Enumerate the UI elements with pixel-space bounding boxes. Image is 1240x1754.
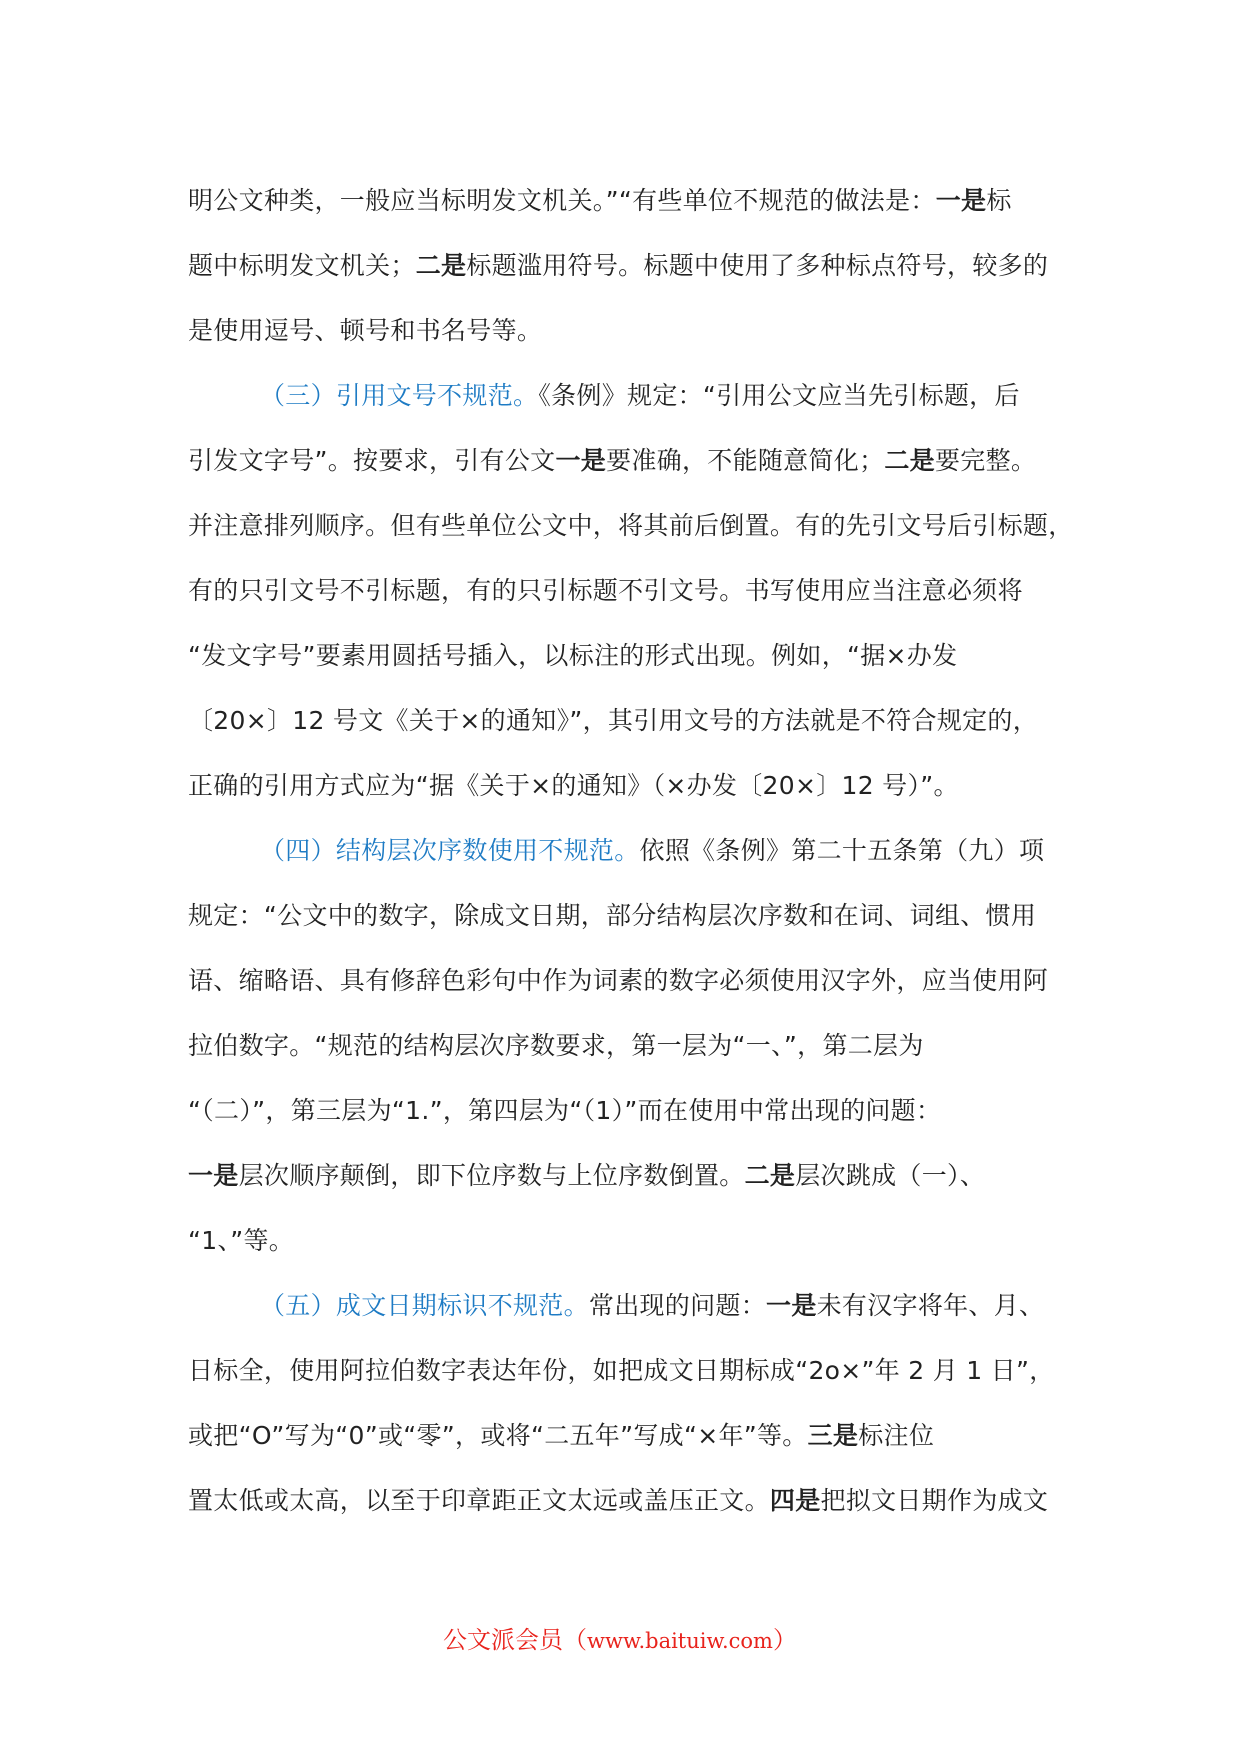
text-run: 并注意排列顺序。但有些单位公文中，将其前后倒置。有的先引文号后引标题， xyxy=(188,511,1074,540)
bold-run: 二是 xyxy=(884,446,935,475)
bold-run: 二是 xyxy=(415,251,467,280)
text-line xyxy=(188,753,1080,818)
text-line xyxy=(188,298,1080,363)
text-line xyxy=(188,558,1080,623)
text-run: 标 xyxy=(986,186,1012,215)
bold-run: 一是 xyxy=(188,1161,239,1190)
text-line xyxy=(188,1338,1080,1403)
text-run: 层次跳成（一）、 xyxy=(795,1161,986,1190)
bold-run: 一是 xyxy=(555,446,607,475)
text-run: 要准确，不能随意简化； xyxy=(606,446,885,475)
text-run: 〔20×〕12 号文《关于×的通知》”，其引用文号的方法就是不符合规定的， xyxy=(188,706,1039,735)
text-run: 标注位 xyxy=(858,1421,935,1450)
text-run: 引发文字号”。按要求，引有公文 xyxy=(188,446,556,475)
text-line xyxy=(188,1208,1080,1273)
text-run: “（二）”，第三层为“1.”，第四层为“（1）”而在使用中常出现的问题： xyxy=(188,1096,942,1125)
text-line xyxy=(188,428,1080,493)
section-heading: （三）引用文号不规范。 xyxy=(260,381,539,410)
text-run: 依照《条例》第二十五条第（九）项 xyxy=(639,836,1045,865)
text-run: 未有汉字将年、月、 xyxy=(816,1291,1045,1320)
bold-run: 四是 xyxy=(769,1486,821,1515)
text-line xyxy=(188,1078,1080,1143)
text-line xyxy=(188,623,1080,688)
text-run: 《条例》规定：“引用公文应当先引标题，后 xyxy=(538,381,1020,410)
text-line xyxy=(188,168,1080,233)
text-line xyxy=(188,948,1080,1013)
text-line xyxy=(188,1013,1080,1078)
text-run: “发文字号”要素用圆括号插入，以标注的形式出现。例如，“据×办发 xyxy=(188,641,958,670)
bold-run: 三是 xyxy=(807,1421,859,1450)
text-run: 要完整。 xyxy=(934,446,1037,475)
text-run: 或把“O”写为“0”或“零”，或将“二五年”写成“×年”等。 xyxy=(188,1421,808,1450)
text-run: 拉伯数字。“规范的结构层次序数要求，第一层为“一、”，第二层为 xyxy=(188,1031,924,1060)
text-line xyxy=(188,1143,1080,1208)
text-run: 题中标明发文机关； xyxy=(188,251,416,280)
text-run: 日标全，使用阿拉伯数字表达年份，如把成文日期标成“2o×”年 2 月 1 日”， xyxy=(188,1356,1055,1385)
footer-label-end: ） xyxy=(772,1626,797,1654)
section-heading: （四）结构层次序数使用不规范。 xyxy=(260,836,640,865)
footer-label: 公文派会员（ xyxy=(443,1626,588,1654)
page-footer xyxy=(0,1620,1240,1661)
section-heading-line xyxy=(188,818,1080,883)
bold-run: 一是 xyxy=(935,186,987,215)
footer-link[interactable]: www.baituiw.com xyxy=(587,1629,773,1653)
text-line xyxy=(188,1468,1080,1533)
text-line xyxy=(188,493,1080,558)
section-heading: （五）成文日期标识不规范。 xyxy=(260,1291,589,1320)
text-run: 标题滥用符号。标题中使用了多种标点符号，较多的 xyxy=(466,251,1049,280)
text-line xyxy=(188,883,1080,948)
text-run: 规定：“公文中的数字，除成文日期，部分结构层次序数和在词、词组、惯用 xyxy=(188,901,1037,930)
text-line xyxy=(188,1403,1080,1468)
document-body xyxy=(188,168,1080,1533)
text-run: 是使用逗号、顿号和书名号等。 xyxy=(188,316,543,345)
text-run: 明公文种类，一般应当标明发文机关。”“有些单位不规范的做法是： xyxy=(188,186,936,215)
text-line xyxy=(188,233,1080,298)
section-heading-line xyxy=(188,363,1080,428)
text-run: 有的只引文号不引标题，有的只引标题不引文号。书写使用应当注意必须将 xyxy=(188,576,1023,605)
text-run: 常出现的问题： xyxy=(588,1291,767,1320)
bold-run: 一是 xyxy=(766,1291,817,1320)
text-run: 把拟文日期作为成文 xyxy=(820,1486,1049,1515)
text-run: 层次顺序颠倒，即下位序数与上位序数倒置。 xyxy=(238,1161,745,1190)
bold-run: 二是 xyxy=(744,1161,796,1190)
text-run: 正确的引用方式应为“据《关于×的通知》（×办发〔20×〕12 号）”。 xyxy=(188,771,959,800)
text-run: “1、”等。 xyxy=(188,1226,295,1255)
text-run: 语、缩略语、具有修辞色彩句中作为词素的数字必须使用汉字外，应当使用阿 xyxy=(188,966,1049,995)
text-run: 置太低或太高，以至于印章距正文太远或盖压正文。 xyxy=(188,1486,770,1515)
text-line xyxy=(188,688,1080,753)
section-heading-line xyxy=(188,1273,1080,1338)
